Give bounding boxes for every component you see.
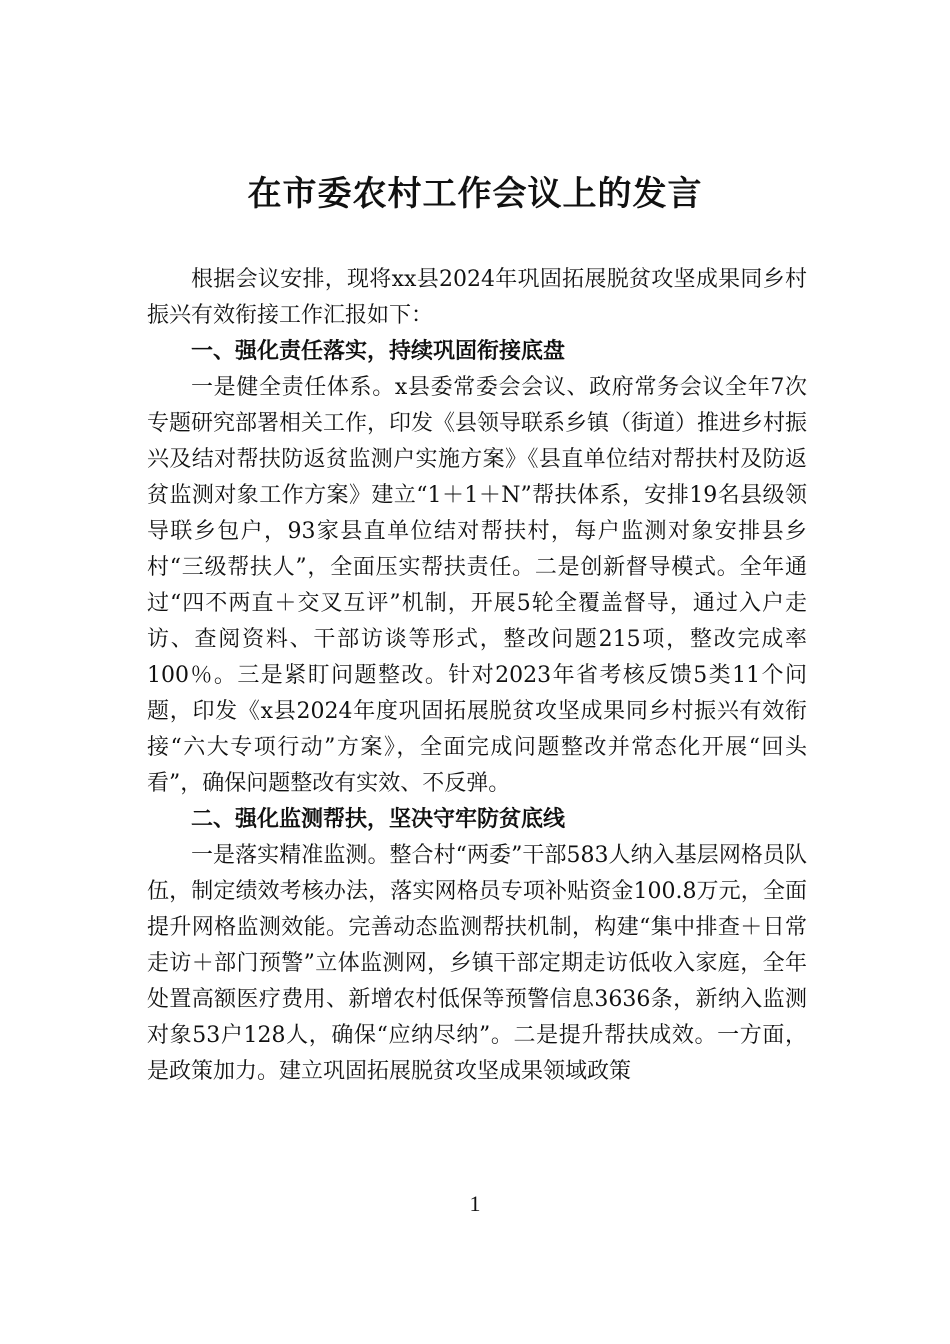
page-number: 1 (469, 1191, 481, 1216)
section-paragraph-2: 一是落实精准监测。整合村“两委”干部583人纳入基层网格员队伍，制定绩效考核办法，落实网格员专项补贴资金100.8万元，全面提升网格监测效能。完善动态监测帮扶机制，构建“集中排查＋日常走访＋部门预警”立体监测网，乡镇干部定期走访低收入家庭，全年处置高额医疗费用、新增农村低保等预警信息3636条，新纳入监测对象53户128人，确保“应纳尽纳”。二是提升帮扶成效。一方面，是政策加力。建立巩固拓展脱贫攻坚成果领域政策 (147, 843, 807, 1084)
section-heading-2: 二、强化监测帮扶，坚决守牢防贫底线 (191, 807, 566, 832)
section-paragraph-1: 一是健全责任体系。x县委常委会会议、政府常务会议全年7次专题研究部署相关工作，印发《县领导联系乡镇（街道）推进乡村振兴及结对帮扶防返贫监测户实施方案》《县直单位结对帮扶村及防返贫监测对象工作方案》建立“1＋1＋N”帮扶体系，安排19名县级领导联乡包户，93家县直单位结对帮扶村，每户监测对象安排县乡村“三级帮扶人”，全面压实帮扶责任。二是创新督导模式。全年通过“四不两直＋交叉互评”机制，开展5轮全覆盖督导，通过入户走访、查阅资料、干部访谈等形式，整改问题215项，整改完成率100％。三是紧盯问题整改。针对2023年省考核反馈5类11个问题，印发《x县2024年度巩固拓展脱贫攻坚成果同乡村振兴有效衔接“六大专项行动”方案》，全面完成问题整改并常态化开展“回头看”，确保问题整改有实效、不反弹。 (147, 375, 808, 796)
document-title: 在市委农村工作会议上的发言 (247, 174, 703, 214)
intro-paragraph: 根据会议安排，现将xx县2024年巩固拓展脱贫攻坚成果同乡村振兴有效衔接工作汇报如下： (147, 267, 807, 328)
document-body (147, 262, 807, 1090)
section-heading-1: 一、强化责任落实，持续巩固衔接底盘 (191, 339, 566, 364)
